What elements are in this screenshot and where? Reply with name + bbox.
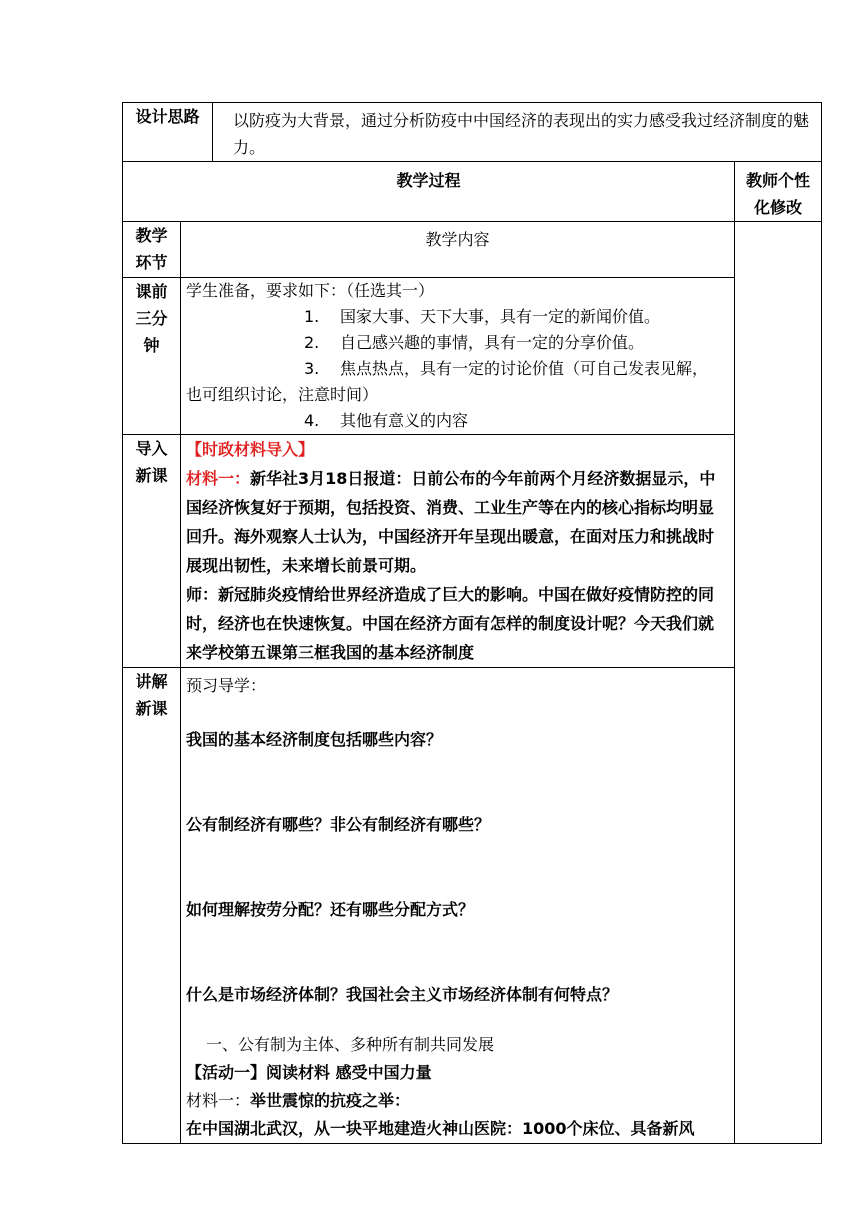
list-item: 3. 焦点热点，具有一定的讨论价值（可自己发表见解，	[304, 359, 709, 378]
lecture-content	[181, 668, 735, 1144]
section-title: 一、公有制为主体、多种所有制共同发展	[206, 1035, 495, 1054]
list-item: 1. 国家大事、天下大事，具有一定的新闻价值。	[304, 307, 661, 326]
design-label: 设计思路	[123, 103, 213, 162]
design-row	[123, 103, 822, 162]
teacher-notes-column	[735, 222, 822, 1144]
question-2: 公有制经济有哪些？非公有制经济有哪些？	[186, 815, 491, 834]
design-text: 以防疫为大背景，通过分析防疫中中国经济的表现出的实力感受我过经济制度的魅力。	[213, 103, 822, 162]
material-title: 材料一：举世震惊的抗疫之举：	[186, 1091, 411, 1110]
pre-class-content	[181, 278, 735, 435]
question-4: 什么是市场经济体制？我国社会主义市场经济体制有何特点？	[186, 985, 619, 1004]
process-header-row	[123, 162, 822, 222]
question-3: 如何理解按劳分配？还有哪些分配方式？	[186, 900, 475, 919]
segment-label: 教学环节	[123, 222, 181, 278]
process-title: 教学过程	[123, 162, 735, 222]
intro-heading: 【时政材料导入】	[186, 440, 315, 459]
teacher-column-header: 教师个性化修改	[735, 162, 822, 222]
question-1: 我国的基本经济制度包括哪些内容？	[186, 730, 443, 749]
preview-label: 预习导学：	[186, 676, 267, 695]
segment-header-row	[123, 222, 822, 278]
lecture-label: 讲解新课	[123, 668, 181, 1144]
list-item-continuation: 也可组织讨论，注意时间）	[186, 385, 379, 404]
list-item: 2. 自己感兴趣的事情，具有一定的分享价值。	[304, 333, 645, 352]
pre-class-row	[123, 278, 822, 435]
intro-row	[123, 435, 822, 668]
pre-class-label: 课前三分钟	[123, 278, 181, 435]
activity-title: 【活动一】阅读材料 感受中国力量	[186, 1063, 432, 1082]
content-header: 教学内容	[181, 222, 735, 278]
intro-teacher-text: 师：新冠肺炎疫情给世界经济造成了巨大的影响。中国在做好疫情防控的同时，经济也在快速恢复。中国在经济方面有怎样的制度设计呢？今天我们就来学校第五课第三框我国的基本经济制度	[186, 585, 715, 662]
intro-label: 导入新课	[123, 435, 181, 668]
lesson-plan-table	[122, 102, 822, 1144]
lecture-row	[123, 668, 822, 1144]
list-item: 4. 其他有意义的内容	[304, 411, 469, 430]
pre-class-intro: 学生准备，要求如下：（任选其一）	[186, 281, 435, 300]
material-text: 在中国湖北武汉，从一块平地建造火神山医院：1000个床位、具备新风	[186, 1119, 695, 1138]
intro-material: 材料一：新华社3月18日报道：日前公布的今年前两个月经济数据显示，中国经济恢复好于预期，包括投资、消费、工业生产等在内的核心指标均明显回升。海外观察人士认为，中国经济开年呈现出暖意，在面对压力和挑战时展现出韧性，未来增长前景可期。	[186, 469, 716, 575]
intro-content	[181, 435, 735, 668]
